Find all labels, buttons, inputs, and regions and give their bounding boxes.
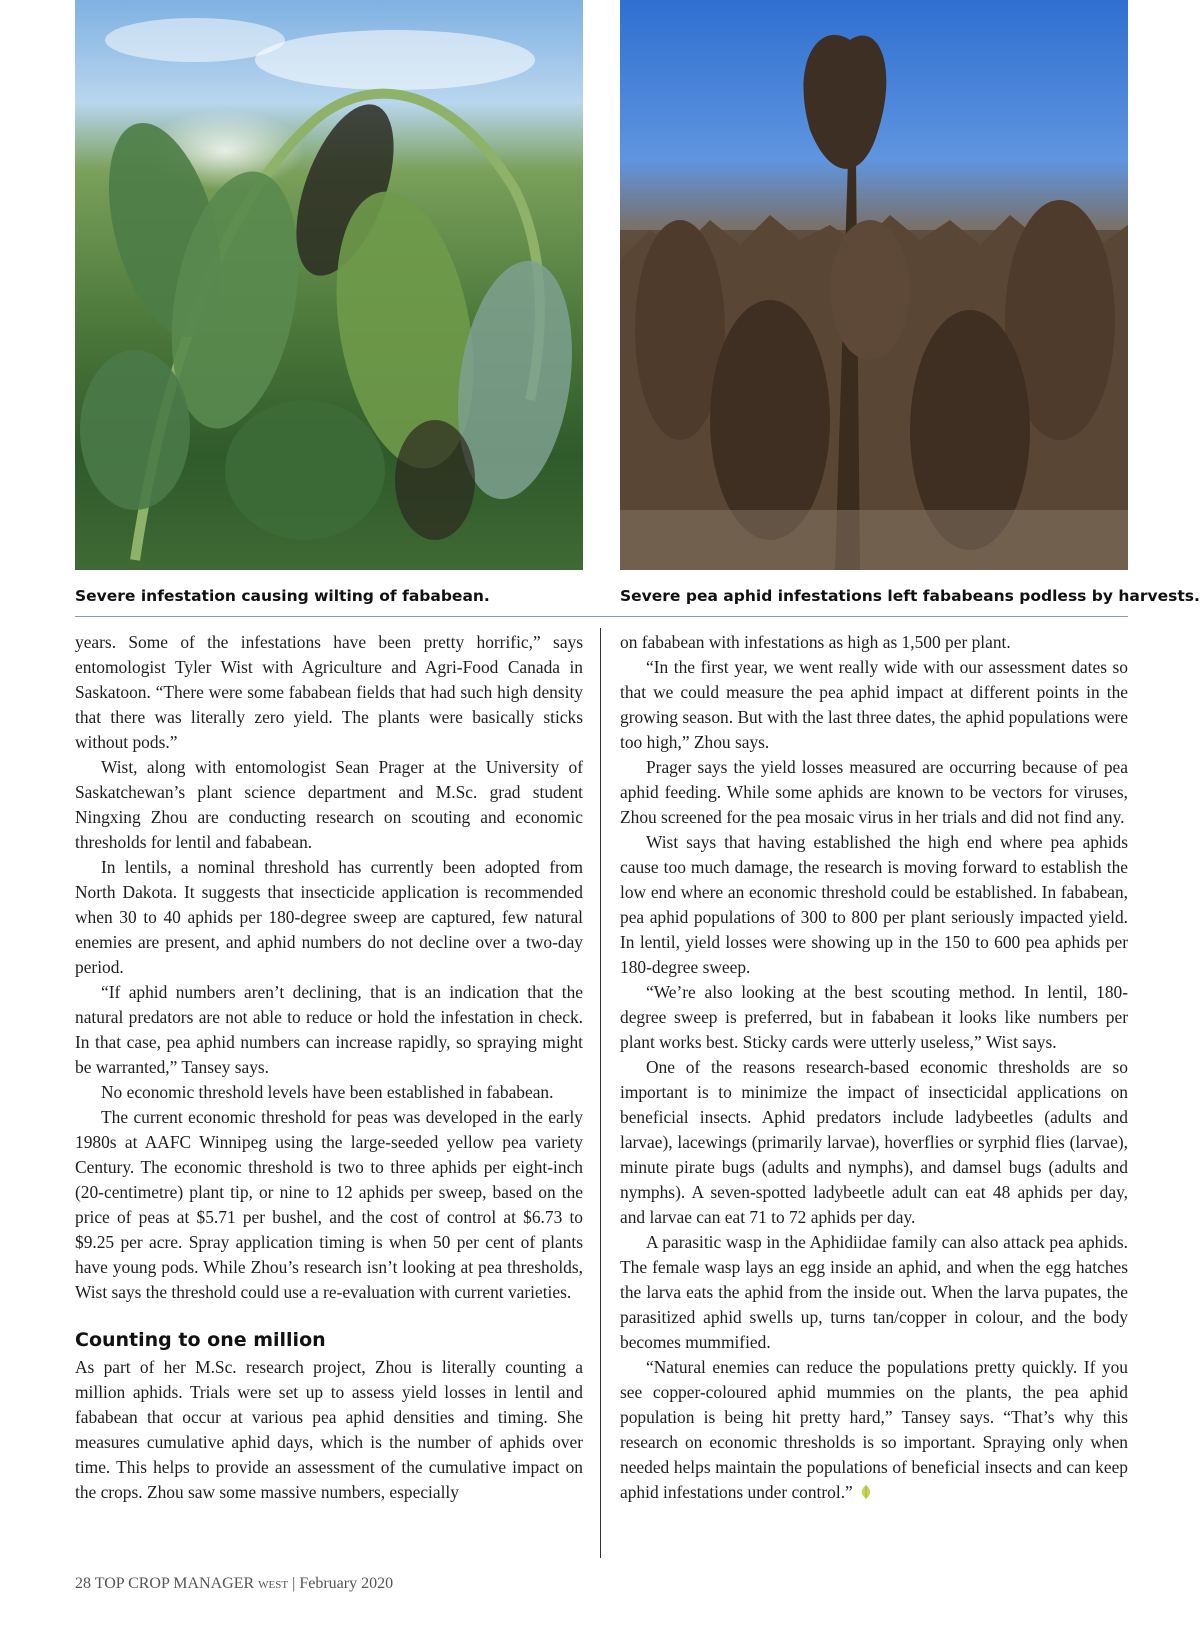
magazine-name: TOP CROP MANAGER — [94, 1575, 255, 1592]
paragraph: The current economic threshold for peas was developed in the early 1980s at AAFC Winnipeg using the large-seeded yellow pea variety Century. The economic threshold is two to three aphids per eight-inch (20-centimetre) plant tip, or nine to 12 aphids per sweep, based on the price of peas at $5.71 per bushel, and the cost of control at $6.73 to $9.25 per acre. Spray application timing is when 50 per cent of plants have young pods. While Zhou’s research isn’t looking at pea thresholds, Wist says the threshold could use a re-evaluation with current varieties. — [75, 1107, 583, 1302]
page-number: 28 — [75, 1575, 91, 1592]
paragraph: “We’re also looking at the best scouting method. In lentil, 180-degree sweep is preferred, but in fababean it looks like numbers per plant works best. Sticky cards were utterly useless,” Wist says. — [620, 982, 1128, 1052]
paragraph: “In the first year, we went really wide with our assessment dates so that we could measure the pea aphid impact at different points in the growing season. But with the last three dates, the aphid populations were too high,” Zhou says. — [620, 657, 1128, 752]
photo-caption-right: Severe pea aphid infestations left fababeans podless by harvests. — [620, 587, 1200, 605]
paragraph: In lentils, a nominal threshold has currently been adopted from North Dakota. It suggests that insecticide application is recommended when 30 to 40 aphids per 180-degree sweep are captured, few natural enemies are present, and aphid numbers do not decline over a two-day period. — [75, 857, 583, 977]
paragraph-final — [620, 1355, 1128, 1505]
paragraph: years. Some of the infestations have been pretty horrific,” says entomologist Tyler Wist with Agriculture and Agri-Food Canada in Saskatoon. “There were some fababean fields that had such high density that there was literally zero yield. The plants were basically sticks without pods.” — [75, 632, 583, 752]
paragraph: One of the reasons research-based economic thresholds are so important is to minimize the impact of insecticidal applications on beneficial insects. Aphid predators include ladybeetles (adults and larvae), lacewings (primarily larvae), hoverflies or syrphid flies (larvae), minute pirate bugs (adults and nymphs), and damsel bugs (adults and nymphs). A seven-spotted ladybeetle adult can eat 48 aphids per day, and larvae can eat 71 to 72 aphids per day. — [620, 1057, 1128, 1227]
page-footer — [75, 1575, 393, 1593]
photo-caption-left: Severe infestation causing wilting of fababean. — [75, 587, 490, 605]
article-column-left — [75, 630, 583, 1505]
magazine-edition: WEST — [258, 1579, 289, 1591]
paragraph-text: “Natural enemies can reduce the populations pretty quickly. If you see copper-coloured aphid mummies on the plants, the pea aphid population is being hit pretty hard,” Tansey says. “That’s why this research on economic thresholds is so important. Spraying only when needed helps maintain the populations of beneficial insects and can keep aphid infestations under control.” — [620, 1357, 1128, 1502]
issue-date: February 2020 — [299, 1575, 394, 1592]
paragraph: Wist, along with entomologist Sean Prager at the University of Saskatchewan’s plant science department and M.Sc. grad student Ningxing Zhou are conducting research on scouting and economic thresholds for lentil and fababean. — [75, 757, 583, 852]
article-column-right — [620, 630, 1128, 1505]
paragraph: A parasitic wasp in the Aphidiidae family can also attack pea aphids. The female wasp lays an egg inside an aphid, and when the egg hatches the larva eats the aphid from the inside out. When the larva pupates, the parasitized aphid swells up, turns tan/copper in colour, and the body becomes mummified. — [620, 1232, 1128, 1352]
paragraph: Wist says that having established the high end where pea aphids cause too much damage, the research is moving forward to establish the low end where an economic threshold could be established. In fababean, pea aphid populations of 300 to 800 per plant seriously impacted yield. In lentil, yield losses were showing up in the 150 to 600 pea aphids per 180-degree sweep. — [620, 832, 1128, 977]
column-divider — [600, 628, 601, 1558]
photo-wilting-fababean — [75, 0, 583, 570]
paragraph: on fababean with infestations as high as 1,500 per plant. — [620, 632, 1011, 652]
caption-divider — [75, 616, 1128, 617]
paragraph: No economic threshold levels have been established in fababean. — [101, 1082, 554, 1102]
footer-separator: | — [292, 1575, 296, 1592]
section-heading: Counting to one million — [75, 1329, 326, 1351]
leaf-end-mark-icon — [857, 1483, 875, 1501]
paragraph: “If aphid numbers aren’t declining, that is an indication that the natural predators are not able to reduce or hold the infestation in check. In that case, pea aphid numbers can increase rapidly, so spraying might be warranted,” Tansey says. — [75, 982, 583, 1077]
paragraph: As part of her M.Sc. research project, Zhou is literally counting a million aphids. Trials were set up to assess yield losses in lentil and fababean that occur at various pea aphid densities and timing. She measures cumulative aphid days, which is the number of aphids over time. This helps to provide an assessment of the cumulative impact on the crops. Zhou saw some massive numbers, especially — [75, 1357, 583, 1502]
paragraph: Prager says the yield losses measured are occurring because of pea aphid feeding. While some aphids are known to be vectors for viruses, Zhou screened for the pea mosaic virus in her trials and did not find any. — [620, 757, 1128, 827]
photo-podless-fababeans — [620, 0, 1128, 570]
